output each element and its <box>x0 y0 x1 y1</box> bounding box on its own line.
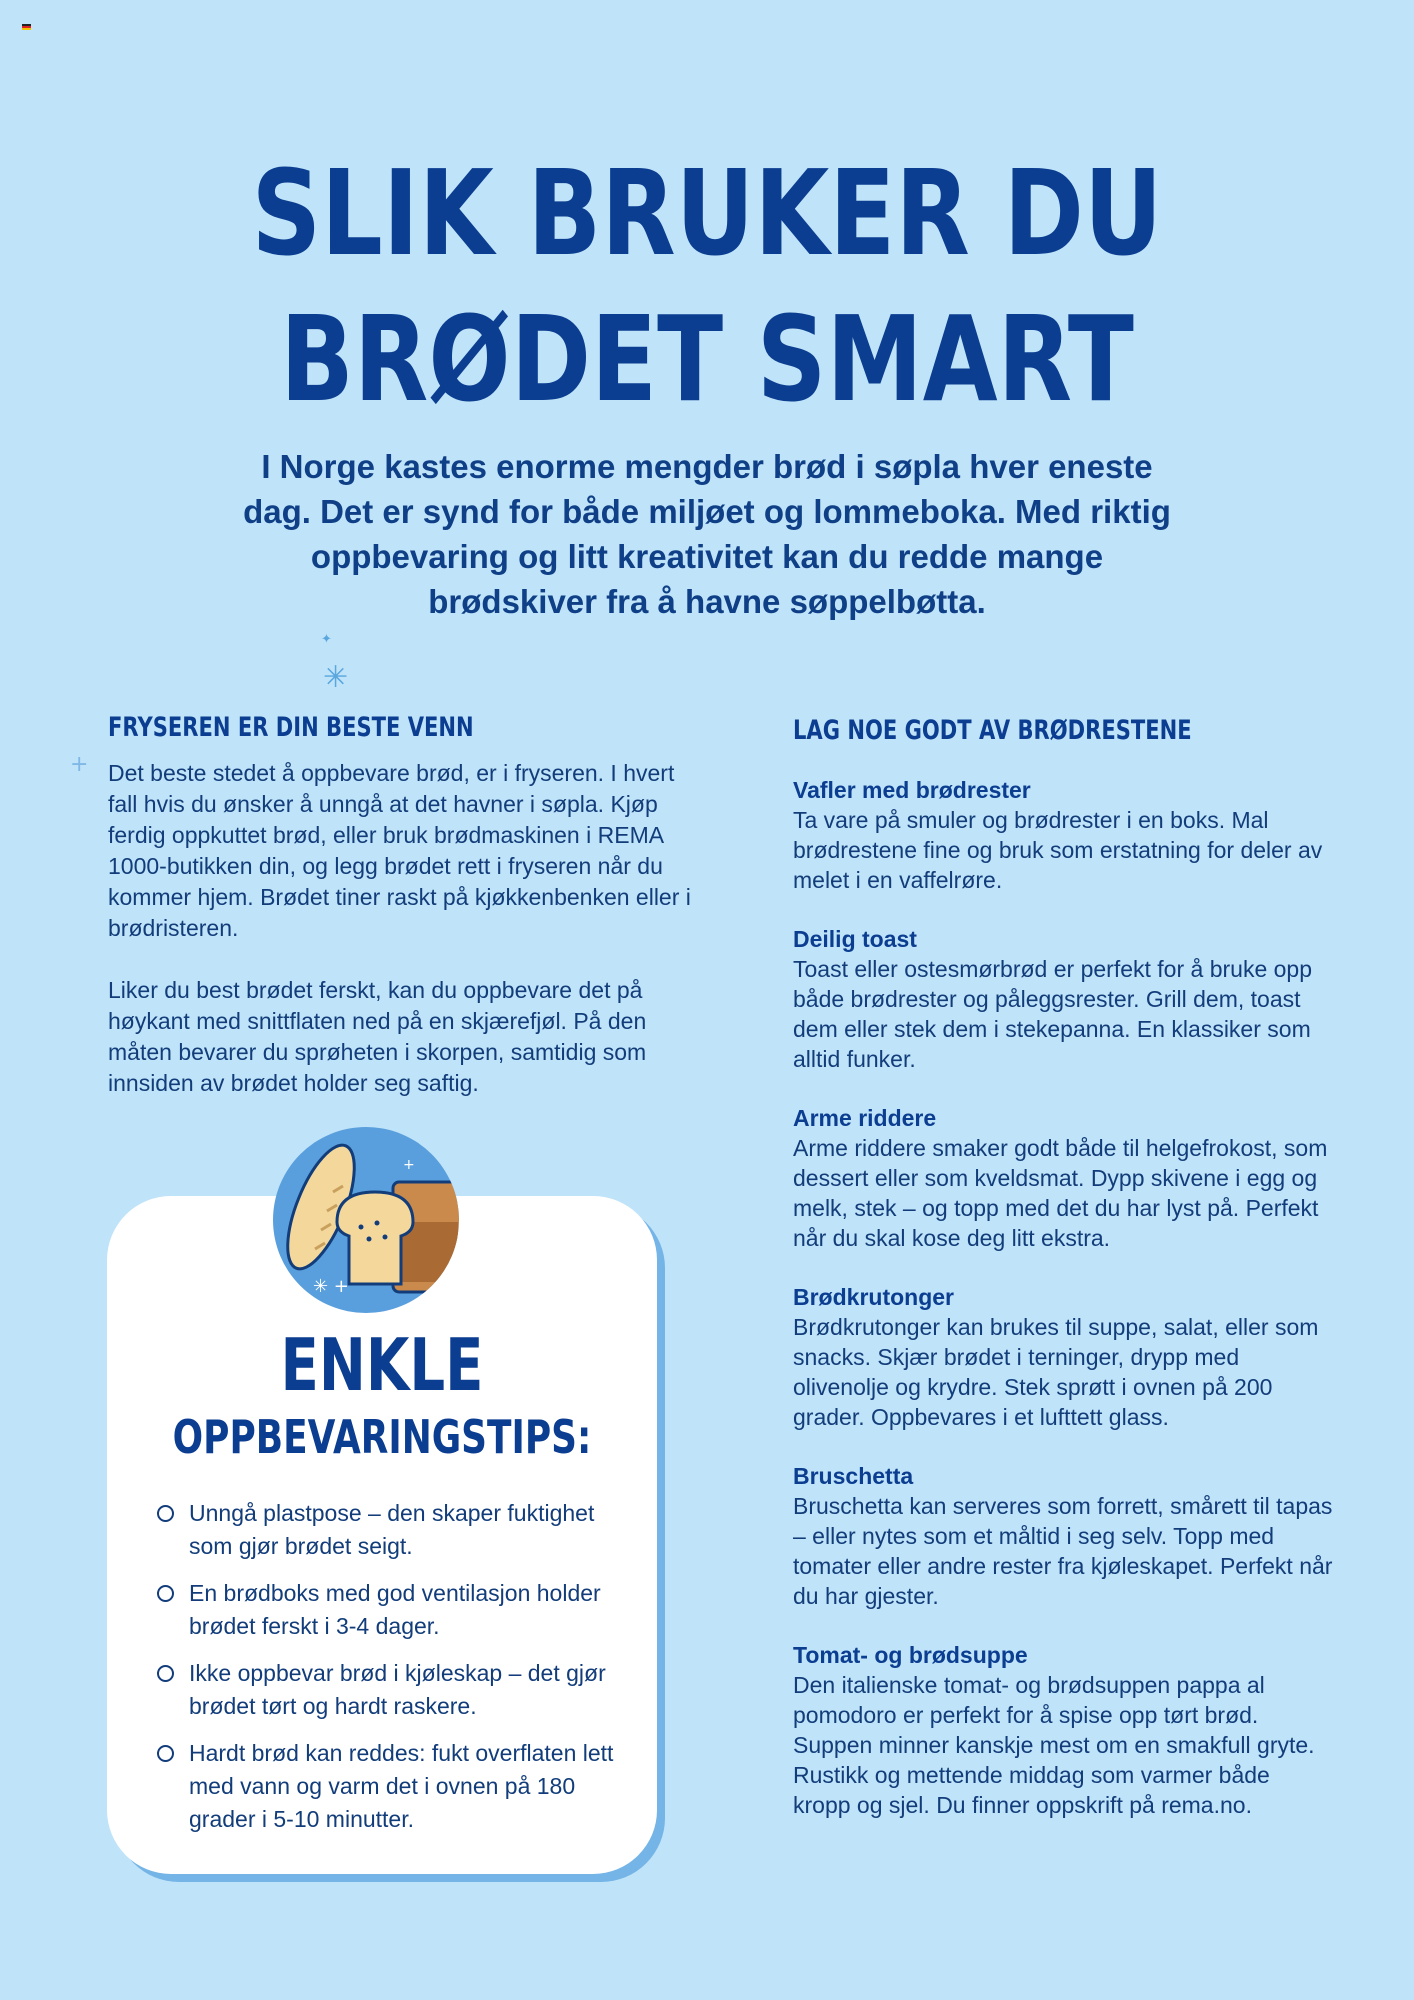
recipe-item <box>793 924 1333 1074</box>
recipe-text: Bruschetta kan serveres som forrett, smårett til tapas – eller nytes som et måltid i seg selv. Topp med tomater eller andre rester fra kjøleskapet. Perfekt når du har gjester. <box>793 1493 1333 1609</box>
recipe-text: Brødkrutonger kan brukes til suppe, salat, eller som snacks. Skjær brødet i terninger, drypp med olivenolje og krydre. Stek sprøtt i ovnen på 200 grader. Oppbevares i et lufttett glass. <box>793 1314 1319 1430</box>
sparkle-icon: ✳ <box>323 660 349 695</box>
recipe-text: Ta vare på smuler og brødrester i en boks. Mal brødrestene fine og bruk som erstatning for deler av melet i en vaffelrøre. <box>793 807 1323 893</box>
bread-icon <box>273 1127 459 1313</box>
sparkle-icon: ✦ <box>321 632 332 647</box>
tip-item: En brødboks med god ventilasjon holder brødet ferskt i 3-4 dager. <box>156 1577 626 1643</box>
recipe-item <box>793 1640 1333 1820</box>
svg-text:✳ +: ✳ + <box>313 1276 349 1297</box>
title-line-1: SLIK BRUKER DU <box>251 144 1163 282</box>
intro-text: I Norge kastes enorme mengder brød i søpla hver eneste dag. Det er synd for både miljøet og lommeboka. Med riktig oppbevaring og litt kreativitet kan du redde mange brødskiver fra å havne søppelbøtta. <box>243 448 1171 620</box>
left-heading: FRYSEREN ER DIN BESTE VENN <box>108 712 474 743</box>
recipe-item <box>793 1282 1333 1432</box>
card-subtitle: OPPBEVARINGSTIPS: <box>172 1410 592 1464</box>
recipe-title: Vafler med brødrester <box>793 777 1031 803</box>
recipe-item <box>793 775 1333 895</box>
recipe-text: Den italienske tomat- og brødsuppen pappa al pomodoro er perfekt for å spise opp tørt brød. Suppen minner kanskje mest om en smakfull gryte. Rustikk og mettende middag som varmer både kropp og sjel. Du finner oppskrift på rema.no. <box>793 1672 1315 1818</box>
sparkle-icon: + <box>70 752 89 777</box>
recipe-title: Bruschetta <box>793 1463 914 1489</box>
right-heading: LAG NOE GODT AV BRØDRESTENE <box>793 715 1192 746</box>
recipe-title: Tomat- og brødsuppe <box>793 1642 1028 1668</box>
title-line-2: BRØDET SMART <box>280 290 1134 428</box>
bread-illustration <box>273 1127 459 1313</box>
recipe-text: Arme riddere smaker godt både til helgefrokost, som dessert eller som kveldsmat. Dypp skivene i egg og melk, stek – og topp med det du har lyst på. Perfekt når du skal kose deg litt ekstra. <box>793 1135 1328 1251</box>
left-paragraph: Liker du best brødet ferskt, kan du oppbevare det på høykant med snittflaten ned på en skjærefjøl. På den måten bevarer du sprøheten i skorpen, samtidig som innsiden av brødet holder seg saftig. <box>108 977 647 1096</box>
recipe-title: Brødkrutonger <box>793 1284 954 1310</box>
recipe-title: Arme riddere <box>793 1105 937 1131</box>
recipe-item <box>793 1103 1333 1253</box>
card-title: ENKLE <box>280 1323 484 1407</box>
tips-list <box>156 1497 626 1850</box>
tip-item: Hardt brød kan reddes: fukt overflaten lett med vann og varm det i ovnen på 180 grader i 5-10 minutter. <box>156 1737 626 1836</box>
left-paragraph: Det beste stedet å oppbevare brød, er i fryseren. I hvert fall hvis du ønsker å unngå at det havner i søpla. Kjøp ferdig oppkuttet brød, eller bruk brødmaskinen i REMA 1000-butikken din, og legg brødet rett i fryseren når du kommer hjem. Brødet tiner raskt på kjøkkenbenken eller i brødristeren. <box>108 760 691 941</box>
tip-item: Ikke oppbevar brød i kjøleskap – det gjør brødet tørt og hardt raskere. <box>156 1657 626 1723</box>
recipe-item <box>793 1461 1333 1611</box>
recipe-title: Deilig toast <box>793 926 917 952</box>
left-body <box>108 758 698 1130</box>
page-title <box>127 140 1286 432</box>
tip-item: Unngå plastpose – den skaper fuktighet som gjør brødet seigt. <box>156 1497 626 1563</box>
recipe-list <box>793 775 1333 1849</box>
svg-text:+: + <box>403 1157 415 1173</box>
flag-icon <box>22 24 31 30</box>
recipe-text: Toast eller ostesmørbrød er perfekt for å bruke opp både brødrester og påleggsrester. Grill dem, toast dem eller stek dem i stekepanna. En klassiker som alltid funker. <box>793 956 1312 1072</box>
